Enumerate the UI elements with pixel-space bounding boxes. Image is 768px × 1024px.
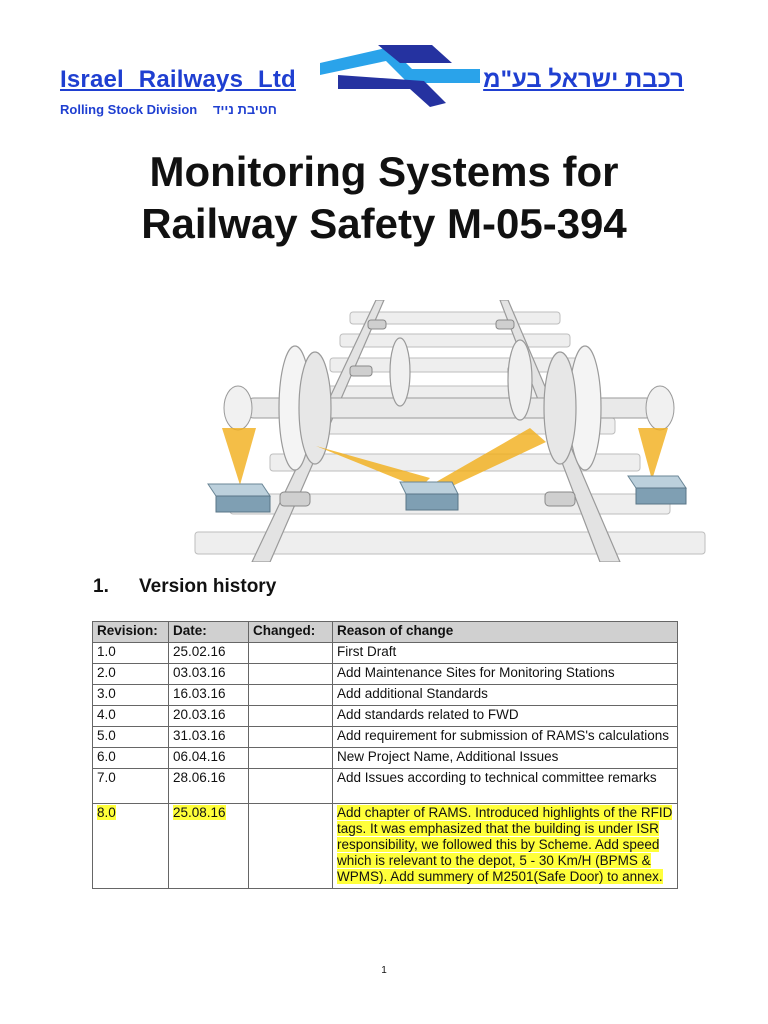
section-title: Version history <box>139 576 277 597</box>
cell-date: 28.06.16 <box>169 769 249 804</box>
version-history-table <box>92 621 678 889</box>
cell-revision: 3.0 <box>93 685 169 706</box>
cell-date: 06.04.16 <box>169 748 249 769</box>
division-line <box>60 102 296 117</box>
section-number: 1. <box>93 576 109 597</box>
division-name-he: חטיבת נייד <box>212 102 277 117</box>
title-line-2: Railway Safety M-05-394 <box>141 200 627 247</box>
cell-revision: 5.0 <box>93 727 169 748</box>
cell-reason: First Draft <box>333 643 678 664</box>
cell-date: 25.02.16 <box>169 643 249 664</box>
cell-revision <box>93 804 169 889</box>
israel-railways-logo-icon <box>320 45 480 114</box>
cell-changed <box>249 727 333 748</box>
highlighted-text: 25.08.16 <box>173 805 226 820</box>
cell-reason: Add Issues according to technical committee remarks <box>333 769 678 804</box>
section-heading-version-history <box>93 576 276 598</box>
cell-date: 31.03.16 <box>169 727 249 748</box>
cell-revision: 2.0 <box>93 664 169 685</box>
table-row <box>93 769 678 804</box>
cell-revision: 4.0 <box>93 706 169 727</box>
company-name-en: Israel Railways Ltd <box>60 66 296 93</box>
cell-changed <box>249 769 333 804</box>
highlighted-text: 8.0 <box>97 805 116 820</box>
cell-changed <box>249 706 333 727</box>
cell-revision: 7.0 <box>93 769 169 804</box>
cell-date: 20.03.16 <box>169 706 249 727</box>
title-line-1: Monitoring Systems for <box>149 148 619 195</box>
highlighted-text: Add chapter of RAMS. Introduced highlights of the RFID tags. It was emphasized that the building is under ISR responsibility, we followed this by Scheme. Add speed which is relevant to the depot, 5 - 30 Km/H (BPMS & WPMS). Add summery of M2501(Safe Door) to annex. <box>337 805 673 884</box>
cell-revision: 6.0 <box>93 748 169 769</box>
header-left <box>60 66 296 117</box>
cell-changed <box>249 664 333 685</box>
page-number: 1 <box>381 965 387 976</box>
cell-date: 16.03.16 <box>169 685 249 706</box>
cell-changed <box>249 685 333 706</box>
cell-reason: Add Maintenance Sites for Monitoring Stations <box>333 664 678 685</box>
cell-reason: New Project Name, Additional Issues <box>333 748 678 769</box>
header-reason: Reason of change <box>333 622 678 643</box>
table-header-row <box>93 622 678 643</box>
cell-changed <box>249 643 333 664</box>
table-row-highlighted <box>93 804 678 889</box>
table-row <box>93 664 678 685</box>
header-revision: Revision: <box>93 622 169 643</box>
header-date: Date: <box>169 622 249 643</box>
header-changed: Changed: <box>249 622 333 643</box>
railway-wheelset-monitoring-illustration <box>190 300 710 567</box>
cell-revision: 1.0 <box>93 643 169 664</box>
cell-date <box>169 804 249 889</box>
cell-reason: Add standards related to FWD <box>333 706 678 727</box>
document-title <box>0 146 768 250</box>
cell-changed <box>249 804 333 889</box>
table-row <box>93 685 678 706</box>
cell-reason: Add additional Standards <box>333 685 678 706</box>
cell-changed <box>249 748 333 769</box>
cell-date: 03.03.16 <box>169 664 249 685</box>
cell-reason <box>333 804 678 889</box>
company-name-he: רכבת ישראל בע"מ <box>483 66 684 93</box>
cell-reason: Add requirement for submission of RAMS's calculations <box>333 727 678 748</box>
table-row <box>93 748 678 769</box>
division-name-en: Rolling Stock Division <box>60 102 198 117</box>
table-row <box>93 727 678 748</box>
table-row <box>93 706 678 727</box>
table-row <box>93 643 678 664</box>
